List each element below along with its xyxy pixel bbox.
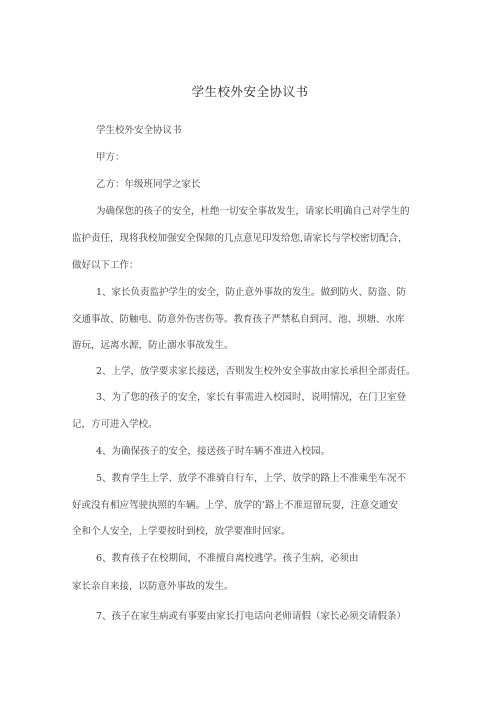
item-1-line-1: 1、家长负责监护学生的安全，防止意外事故的发生。做到防火、防盗、防	[96, 287, 407, 298]
document-title: 学生校外安全协议书	[191, 84, 309, 99]
item-1-line-2: 交通事故、防触电、防意外伤害伤等。教育孩子严禁私自到河、池、坝塘、水库	[72, 314, 405, 325]
intro-line-2: 监护责任，现将我校加强安全保障的几点意见印发给您,请家长与学校密切配合，	[72, 233, 408, 244]
item-2-line-1: 2、上学，放学要求家长接送，否则发生校外安全事故由家长承担全部责任。	[96, 366, 416, 377]
item-1-line-3: 游玩，远离水源，防止溺水事故发生。	[72, 340, 234, 351]
item-5-line-3: 全和个人安全，上学要按时到校，放学要准时回家。	[72, 526, 291, 537]
item-3-line-1: 3、为了您的孩子的安全，家长有事需进入校园时，说明情况，在门卫室登	[96, 392, 407, 403]
party-b-line: 乙方：年级班同学之家长	[96, 179, 201, 190]
item-7-line-1: 7、孩子在家生病或有事要由家长打电话向老师请假（家长必须交请假条）	[96, 611, 407, 622]
item-6-line-1: 6、教育孩子在校期间，不准擅自离校逃学。孩子生病，必须由	[96, 553, 359, 564]
item-6-line-2: 家长亲自来接，以防意外事故的发生。	[72, 581, 234, 592]
item-5-line-2: 好或没有相应驾驶执照的车辆。上学、放学的’路上不准逗留玩耍，注意交通安	[72, 500, 399, 511]
item-4-line-1: 4、为确保孩子的安全，接送孩子时车辆不准进入校园。	[96, 446, 331, 457]
intro-line-1: 为确保您的孩子的安全，杜绝一切安全事故发生，请家长明确自己对学生的	[96, 206, 410, 217]
doc-heading-line: 学生校外安全协议书	[96, 125, 182, 136]
item-5-line-1: 5、教育学生上学、放学不准骑自行车，上学、放学的路上不准乘坐车况不	[96, 473, 407, 484]
item-3-line-2: 记，方可进入学校。	[72, 419, 158, 430]
intro-line-3: 做好以下工作：	[72, 260, 139, 271]
party-a-line: 甲方：	[96, 152, 125, 163]
